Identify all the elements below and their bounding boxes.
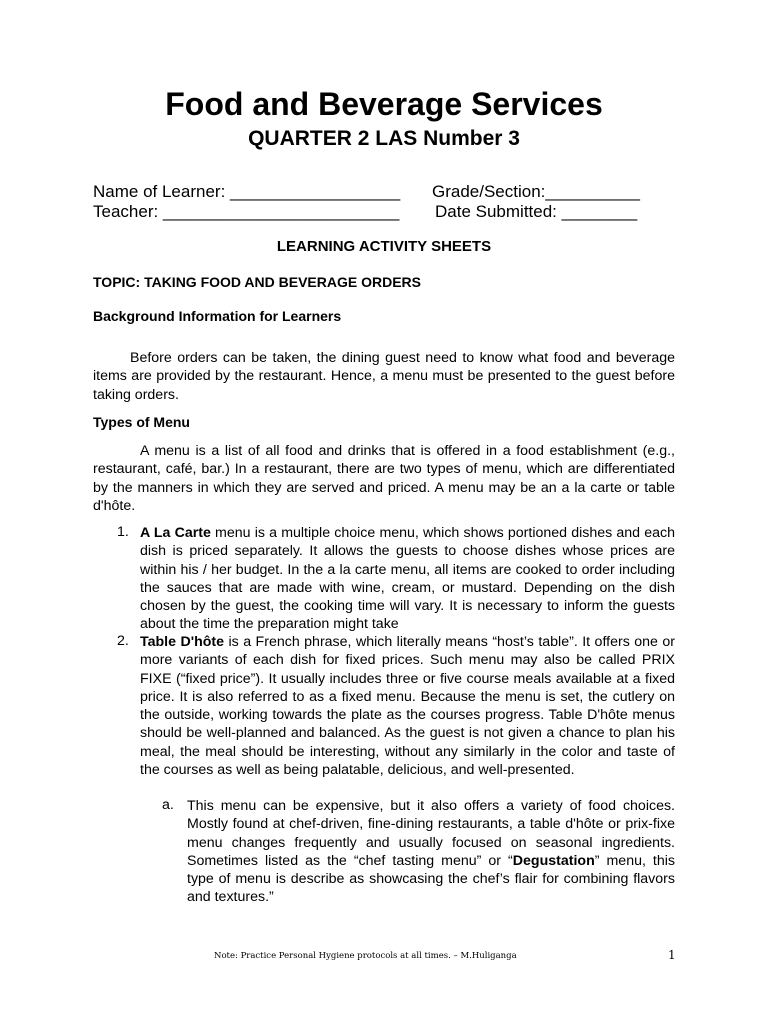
a-la-carte-description: menu is a multiple choice menu, which shows portioned dishes and each dish is priced separately. It allows the guests to choose dishes whose prices are within his / her budget. In the a la carte menu, all items are cooked to order including the sauces that are made with wine, cream, or mustard. Depending on the dish chosen by the guest, the cooking time will vary. It is necessary to inform the guests about the time the preparation might take [140, 525, 675, 633]
sub-item-label: a. [162, 797, 174, 813]
footer-note: Note: Practice Personal Hygiene protocols at all times. – M.Huliganga [214, 951, 517, 961]
types-paragraph: A menu is a list of all food and drinks that is offered in a food establishment (e.g., restaurant, café, bar.) In a restaurant, there are two types of menu, which are differentiated by the manners in which they are served and priced. A menu may be an a la carte or table d'hôte. [93, 443, 675, 514]
document-subtitle: QUARTER 2 LAS Number 3 [248, 127, 520, 150]
document-title: Food and Beverage Services [165, 86, 603, 122]
sheet-heading: LEARNING ACTIVITY SHEETS [276, 238, 492, 255]
grade-section-field: Grade/Section:__________ [432, 182, 640, 201]
sub-item-a [187, 797, 675, 907]
background-heading: Background Information for Learners [93, 308, 342, 324]
types-of-menu-heading: Types of Menu [93, 414, 190, 430]
sub-item-a-text: This menu can be expensive, but it also offers a variety of food choices. Mostly found at chef-driven, fine-dining restaurants, a table d'hôte or prix-fixe menu changes frequently and usually focused on seasonal ingredients. Sometimes listed as the “chef tasting menu” or “ [187, 798, 675, 869]
teacher-field: Teacher: _________________________ [93, 202, 400, 221]
table-dhote-description: is a French phrase, which literally means “host’s table”. It offers one or more variants of each dish for fixed prices. Such menu may also be called PRIX FIXE (“fixed price”). It usually includes three or five course meals available at a fixed price. It is also referred to as a fixed menu. Because the menu is set, the cutlery on the outside, working towards the plate as the courses progress. Table D'hôte menus should be well-planned and balanced. As the guest is not given a chance to plan his meal, the meal should be interesting, without any similarly in the color and taste of the courses as well as being palatable, delicious, and well-presented. [140, 634, 675, 779]
list-item-a-la-carte [140, 524, 675, 634]
background-paragraph: Before orders can be taken, the dining guest need to know what food and beverage items are provided by the restaurant. Hence, a menu must be presented to the guest before taking orders. [93, 350, 675, 403]
learner-name-field: Name of Learner: __________________ [93, 182, 401, 201]
a-la-carte-term: A La Carte [140, 525, 211, 541]
date-submitted-field: Date Submitted: ________ [435, 202, 638, 221]
list-item-number: 1. [117, 524, 129, 540]
list-item-table-dhote [140, 633, 675, 779]
list-item-number: 2. [117, 633, 129, 649]
table-dhote-term: Table D'hôte [140, 634, 225, 650]
sub-item-a-text-end: ” menu, this type of menu is describe as showcasing the chef’s flair for combining flavors and textures.” [187, 852, 676, 906]
page-number: 1 [668, 948, 676, 962]
topic-heading: TOPIC: TAKING FOOD AND BEVERAGE ORDERS [93, 274, 421, 290]
degustation-term: Degustation [512, 852, 595, 869]
